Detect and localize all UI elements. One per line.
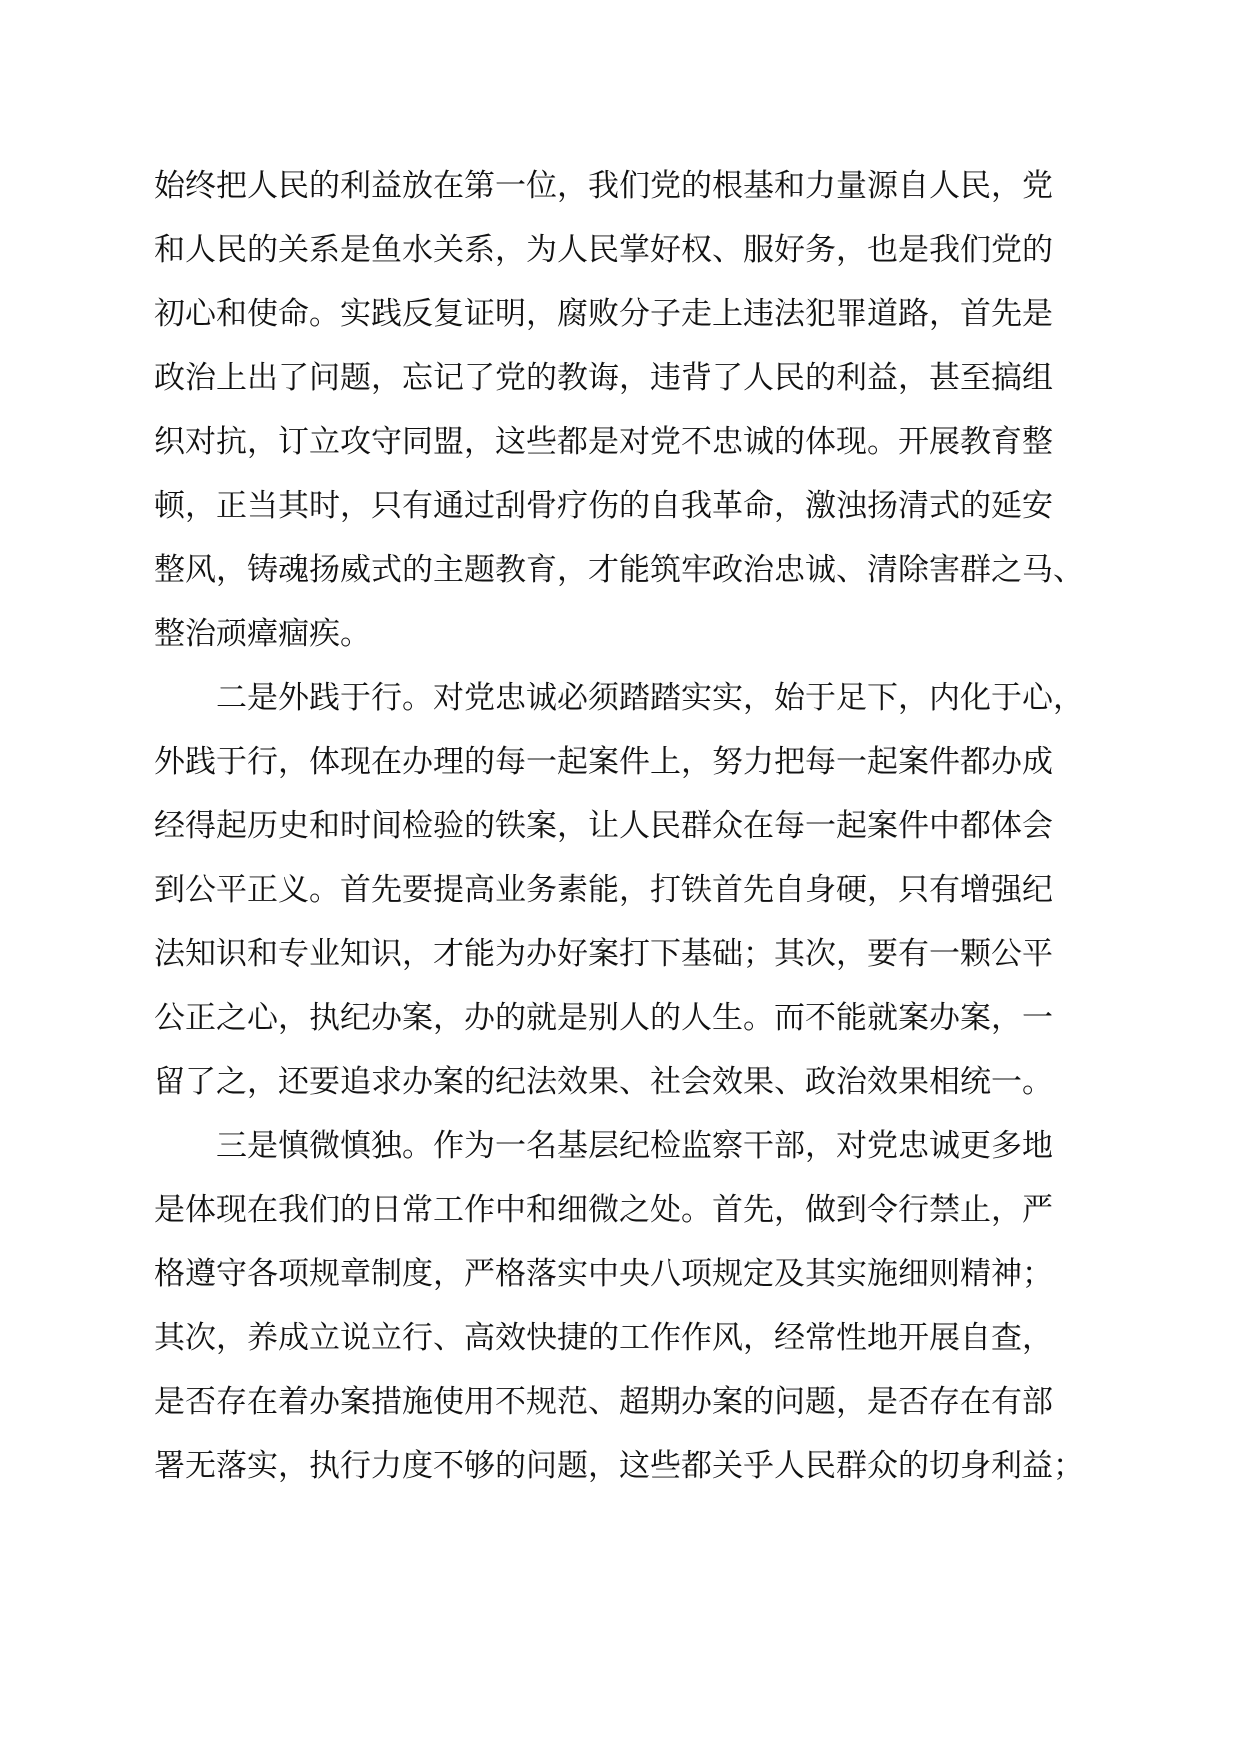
- paragraph-line: 外践于行，体现在办理的每一起案件上，努力把每一起案件都办成: [154, 744, 1053, 780]
- paragraph-line: 经得起历史和时间检验的铁案，让人民群众在每一起案件中都体会: [154, 808, 1053, 844]
- paragraph-line: 整治顽瘴痼疾。: [154, 616, 371, 652]
- paragraph-line: 顿，正当其时，只有通过刮骨疗伤的自我革命，激浊扬清式的延安: [154, 488, 1053, 524]
- paragraph-line: 是体现在我们的日常工作中和细微之处。首先，做到令行禁止，严: [154, 1192, 1053, 1228]
- paragraph-line: 格遵守各项规章制度，严格落实中央八项规定及其实施细则精神；: [154, 1256, 1053, 1292]
- paragraph-line: 其次，养成立说立行、高效快捷的工作作风，经常性地开展自查，: [154, 1320, 1053, 1356]
- paragraph-line: 是否存在着办案措施使用不规范、超期办案的问题，是否存在有部: [154, 1384, 1053, 1420]
- paragraph-start-line: 三是慎微慎独。作为一名基层纪检监察干部，对党忠诚更多地: [216, 1128, 1053, 1164]
- paragraph-line: 署无落实，执行力度不够的问题，这些都关乎人民群众的切身利益；: [154, 1448, 1084, 1484]
- paragraph-line: 到公平正义。首先要提高业务素能，打铁首先自身硬，只有增强纪: [154, 872, 1053, 908]
- paragraph-line: 法知识和专业知识，才能为办好案打下基础；其次，要有一颗公平: [154, 936, 1053, 972]
- paragraph-line: 初心和使命。实践反复证明，腐败分子走上违法犯罪道路，首先是: [154, 296, 1053, 332]
- paragraph-line: 公正之心，执纪办案，办的就是别人的人生。而不能就案办案，一: [154, 1000, 1053, 1036]
- paragraph-line: 和人民的关系是鱼水关系，为人民掌好权、服好务，也是我们党的: [154, 232, 1053, 268]
- paragraph-line: 整风，铸魂扬威式的主题教育，才能筑牢政治忠诚、清除害群之马、: [154, 552, 1084, 588]
- paragraph-line: 织对抗，订立攻守同盟，这些都是对党不忠诚的体现。开展教育整: [154, 424, 1053, 460]
- paragraph-line: 政治上出了问题，忘记了党的教诲，违背了人民的利益，甚至搞组: [154, 360, 1053, 396]
- paragraph-line: 始终把人民的利益放在第一位，我们党的根基和力量源自人民，党: [154, 168, 1053, 204]
- paragraph-line: 留了之，还要追求办案的纪法效果、社会效果、政治效果相统一。: [154, 1064, 1053, 1100]
- paragraph-start-line: 二是外践于行。对党忠诚必须踏踏实实，始于足下，内化于心，: [216, 680, 1084, 716]
